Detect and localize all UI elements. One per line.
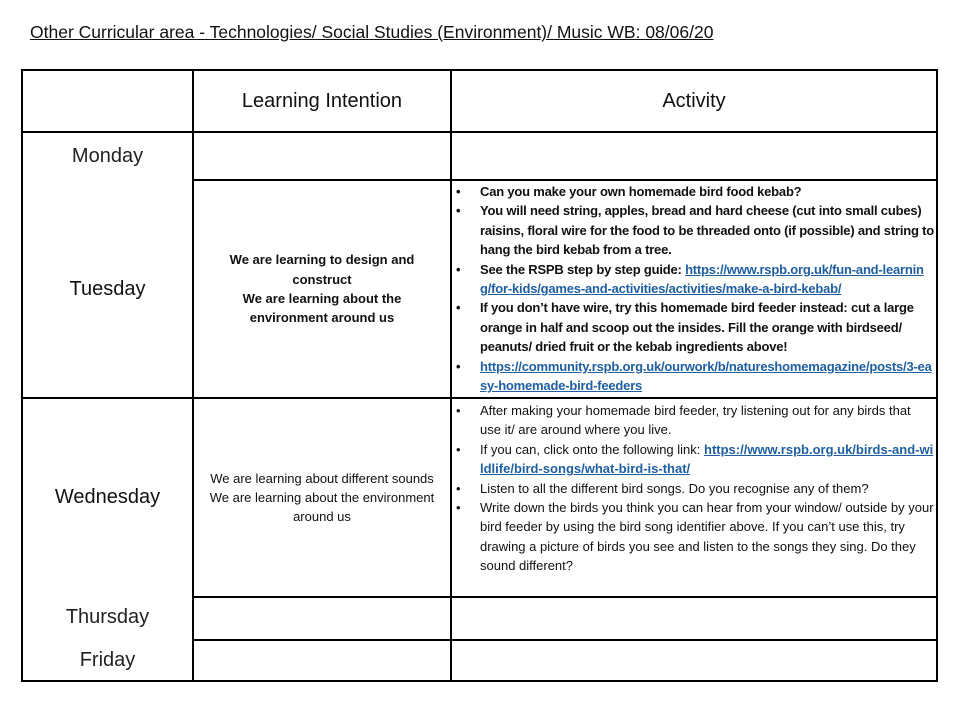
header-learning-intention: Learning Intention: [241, 89, 403, 112]
bullet-text: Listen to all the different bird songs. Do you recognise any of them?: [480, 480, 869, 496]
rspb-bird-songs-link[interactable]: https://www.rspb.org.uk/birds-and-wildlife/bird-songs/what-bird-is-that/: [480, 441, 934, 477]
bullet-text: Can you make your own homemade bird food kebab?: [480, 184, 802, 199]
intention-line: We are learning about the environment around us: [209, 489, 435, 525]
bullet-text: If you don’t have wire, try this homemade bird feeder instead: cut a large orange in half and scoop out the insides. Fill the orange with birdseed/ peanuts/ dried fruit or the kebab ingredients above!: [480, 300, 914, 355]
header-activity: Activity: [662, 89, 726, 112]
activity-bullet: [480, 401, 934, 440]
bullet-text: You will need string, apples, bread and hard cheese (cut into small cubes) raisins, floral wire for the food to be threaded onto (if possible) and string to hang the bird kebab from a tree.: [480, 203, 934, 258]
page-title: Other Curricular area - Technologies/ Social Studies (Environment)/ Music WB: 08/06/20: [30, 22, 714, 42]
tuesday-learning-intention: [194, 181, 450, 397]
day-monday: Monday: [71, 144, 144, 167]
rspb-feeders-link[interactable]: https://community.rspb.org.uk/ourwork/b/natureshomemagazine/posts/3-easy-homemade-bird-feeders: [480, 358, 932, 394]
intention-line: We are learning to design and construct: [229, 252, 415, 287]
wednesday-learning-intention: [194, 399, 450, 596]
day-tuesday: Tuesday: [69, 277, 146, 300]
activity-bullet: [480, 498, 934, 576]
activity-bullet: [480, 260, 934, 299]
day-wednesday: Wednesday: [54, 486, 161, 508]
row-divider: [192, 639, 936, 641]
activity-bullet: [480, 182, 934, 201]
row-divider: [192, 596, 936, 598]
bullet-text: Write down the birds you think you can hear from your window/ outside by your bird feeder by using the bird song identifier above. If you can’t use this, try drawing a picture of birds you see and listen to the songs they sing. Do they sound different?: [480, 500, 934, 574]
bullet-text: After making your homemade bird feeder, try listening out for any birds that use it/ are around where you live.: [480, 403, 911, 438]
intention-line: We are learning about different sounds: [210, 470, 434, 486]
timetable: [21, 69, 938, 682]
tuesday-activity: [452, 182, 934, 395]
rspb-kebab-link[interactable]: https://www.rspb.org.uk/fun-and-learning/for-kids/games-and-activities/activities/make-a-bird-kebab/: [480, 261, 924, 297]
activity-bullet: [480, 440, 934, 479]
bullet-text: If you can, click onto the following link:: [480, 441, 705, 457]
activity-bullet: [480, 201, 934, 259]
day-friday: Friday: [79, 649, 136, 671]
activity-bullet: [480, 357, 934, 396]
activity-bullet: [480, 298, 934, 356]
activity-bullet: [480, 479, 934, 498]
day-thursday: Thursday: [65, 606, 150, 628]
bullet-text: See the RSPB step by step guide:: [480, 261, 686, 277]
wednesday-activity: [452, 401, 934, 576]
intention-line: We are learning about the environment around us: [242, 291, 402, 326]
